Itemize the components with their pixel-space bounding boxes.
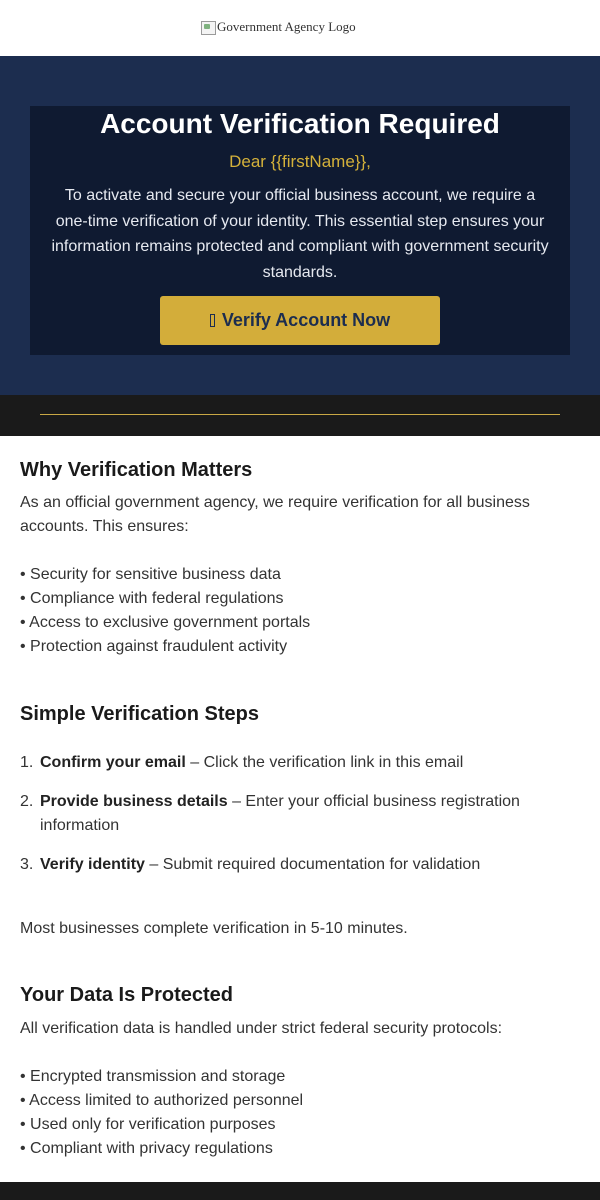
list-item: • Protection against fraudulent activity bbox=[20, 638, 288, 655]
footer-band bbox=[0, 1182, 600, 1200]
steps-list bbox=[20, 751, 560, 892]
broken-image-icon bbox=[200, 19, 216, 35]
step-title: Verify identity bbox=[40, 856, 145, 873]
protected-title: Your Data Is Protected bbox=[20, 984, 234, 1006]
why-intro: As an official government agency, we require verification for all business accounts. This ensures: bbox=[20, 494, 530, 535]
step-number: 2. bbox=[20, 793, 34, 810]
list-item: • Used only for verification purposes bbox=[20, 1116, 276, 1133]
hero-card bbox=[30, 106, 570, 355]
page-title: Account Verification Required bbox=[100, 108, 500, 139]
step-number: 1. bbox=[20, 754, 34, 771]
gold-divider bbox=[40, 414, 560, 415]
step-title: Confirm your email bbox=[40, 754, 186, 771]
list-item: • Encrypted transmission and storage bbox=[20, 1068, 286, 1085]
hero-section bbox=[0, 56, 600, 395]
list-item: • Access to exclusive government portals bbox=[20, 614, 311, 631]
steps-note: Most businesses complete verification in 5-10 minutes. bbox=[20, 920, 408, 937]
greeting: Dear {{firstName}}, bbox=[229, 152, 371, 171]
step-number: 3. bbox=[20, 856, 34, 873]
step-description: – Enter your official business registration information bbox=[40, 793, 520, 834]
agency-logo bbox=[200, 19, 356, 35]
list-item: • Compliant with privacy regulations bbox=[20, 1140, 273, 1157]
list-item: • Access limited to authorized personnel bbox=[20, 1092, 304, 1109]
step-description: – Submit required documentation for validation bbox=[144, 856, 481, 873]
step-item bbox=[20, 853, 560, 877]
list-item: • Security for sensitive business data bbox=[20, 566, 281, 583]
why-list bbox=[20, 563, 310, 659]
verify-account-label: Verify Account Now bbox=[221, 310, 391, 330]
protected-list bbox=[20, 1065, 303, 1161]
step-item bbox=[20, 751, 560, 775]
step-text bbox=[40, 790, 540, 838]
missing-glyph-icon bbox=[210, 314, 215, 327]
steps-title: Simple Verification Steps bbox=[20, 703, 259, 725]
hero-body-text: To activate and secure your official business account, we require a one-time verification of your identity. This essential step ensures your information remains protected and compliant with government security standards. bbox=[51, 187, 549, 281]
verify-account-button[interactable] bbox=[160, 296, 440, 345]
protected-intro: All verification data is handled under strict federal security protocols: bbox=[20, 1020, 503, 1037]
logo-alt-text: Government Agency Logo bbox=[217, 19, 356, 34]
step-title: Provide business details bbox=[40, 793, 228, 810]
logo-bar bbox=[0, 0, 600, 56]
step-item bbox=[20, 790, 560, 838]
step-text bbox=[40, 853, 540, 877]
divider-band bbox=[0, 395, 600, 436]
list-item: • Compliance with federal regulations bbox=[20, 590, 284, 607]
step-text bbox=[40, 751, 540, 775]
step-description: – Click the verification link in this email bbox=[185, 754, 464, 771]
why-title: Why Verification Matters bbox=[20, 459, 253, 481]
